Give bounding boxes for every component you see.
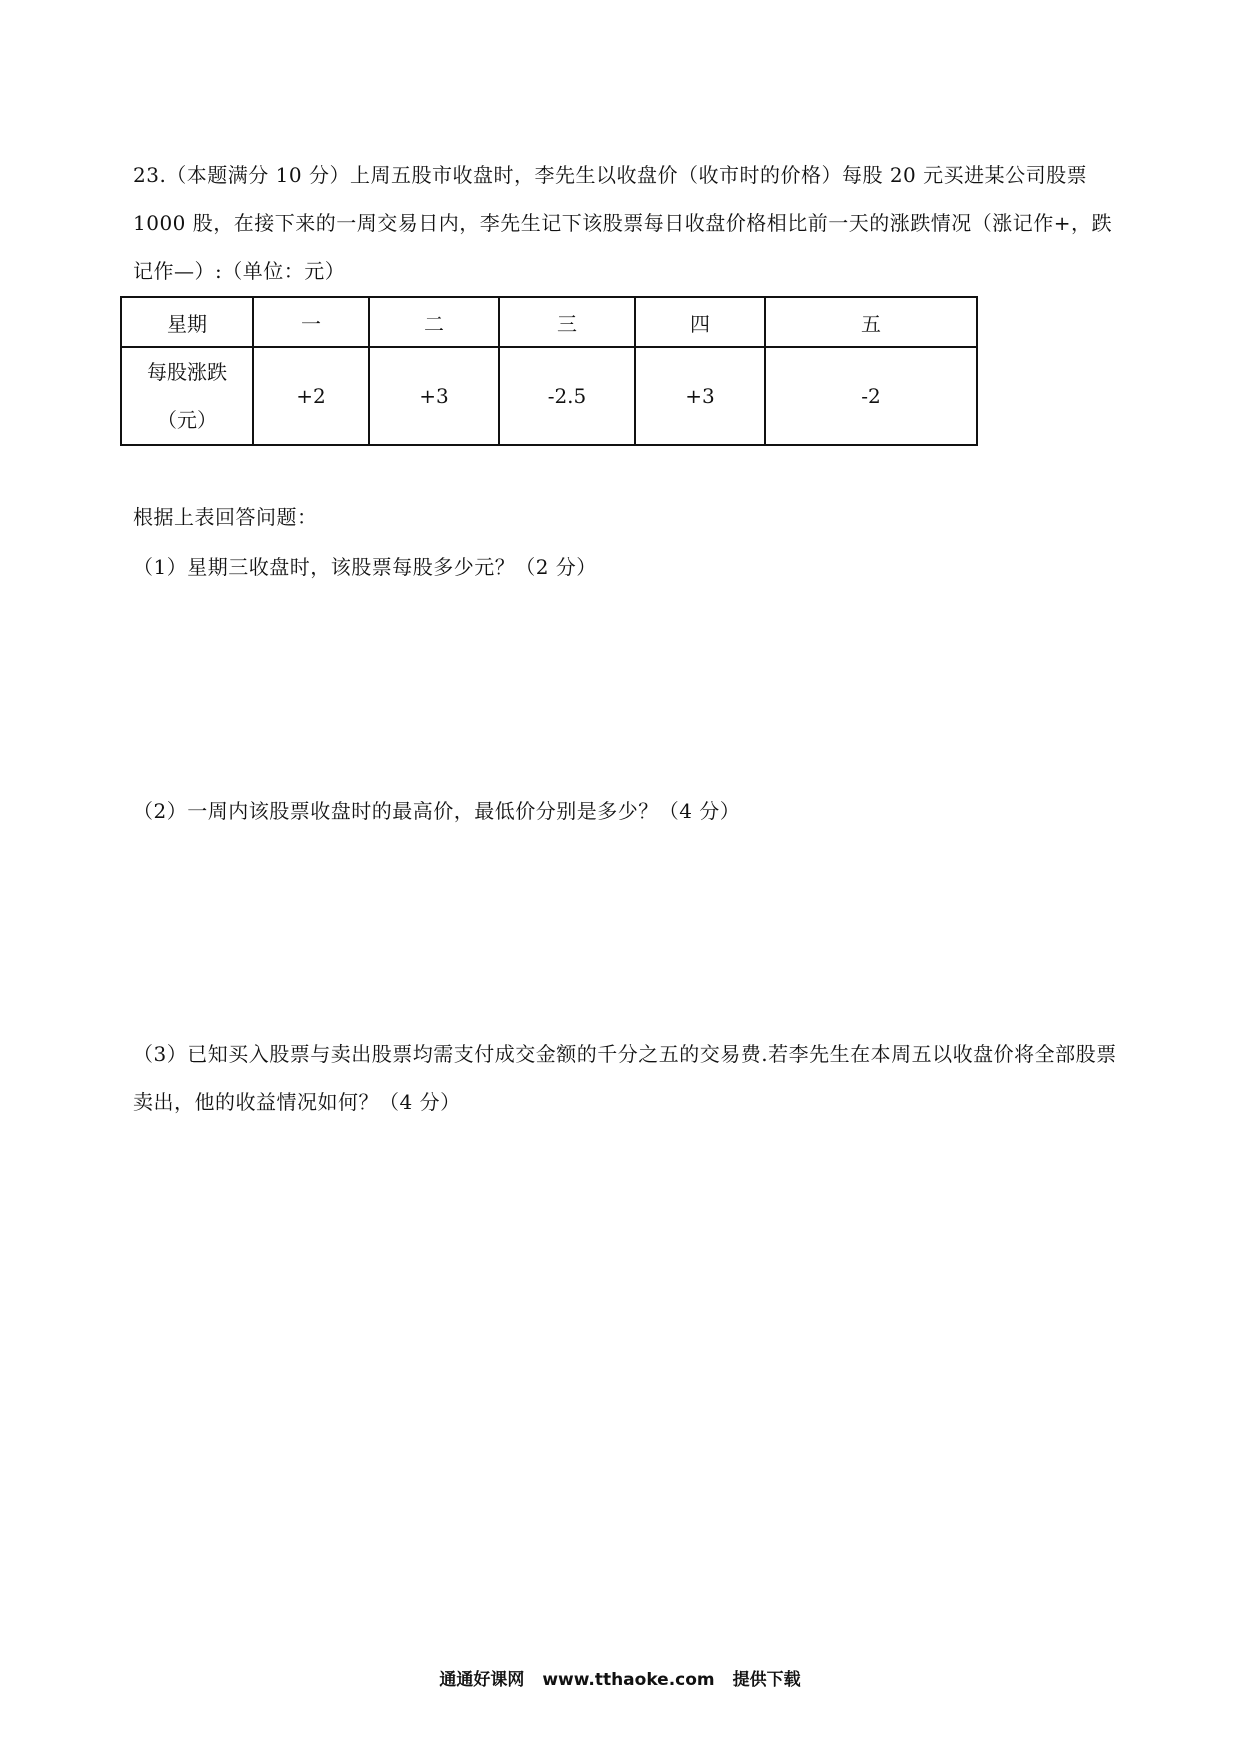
change-label-line2: （元）	[157, 408, 217, 432]
question-1: （1）星期三收盘时，该股票每股多少元？（2 分）	[133, 555, 597, 579]
change-cell-fri: -2	[765, 347, 977, 445]
table-values-row	[121, 347, 977, 445]
day-cell-fri: 五	[765, 297, 977, 347]
stock-change-table	[120, 296, 978, 446]
footer-note: 提供下载	[732, 1670, 801, 1690]
answer-instruction: 根据上表回答问题：	[133, 505, 318, 529]
change-label-line1: 每股涨跌	[147, 360, 227, 384]
change-cell-wed: -2.5	[499, 347, 635, 445]
day-cell-mon: 一	[253, 297, 369, 347]
change-label-cell	[121, 347, 253, 445]
weekday-header-cell: 星期	[121, 297, 253, 347]
day-cell-thu: 四	[635, 297, 765, 347]
footer-url: www.tthaoke.com	[542, 1670, 715, 1690]
question-3: （3）已知买入股票与卖出股票均需支付成交金额的千分之五的交易费.若李先生在本周五以收盘价将全部股票卖出，他的收益情况如何？（4 分）	[133, 1042, 1117, 1114]
problem-intro: 23.（本题满分 10 分）上周五股市收盘时，李先生以收盘价（收市时的价格）每股 20 元买进某公司股票 1000 股，在接下来的一周交易日内，李先生记下该股票每日收盘价格相比前一天的涨跌情况（涨记作+，跌记作—）:（单位：元）	[133, 163, 1113, 283]
day-cell-wed: 三	[499, 297, 635, 347]
table-header-row	[121, 297, 977, 347]
page-footer	[0, 1665, 1240, 1690]
question-2: （2）一周内该股票收盘时的最高价，最低价分别是多少？（4 分）	[133, 799, 741, 823]
day-cell-tue: 二	[369, 297, 499, 347]
footer-site-name: 通通好课网	[439, 1670, 525, 1690]
change-cell-tue: +3	[369, 347, 499, 445]
change-cell-mon: +2	[253, 347, 369, 445]
change-cell-thu: +3	[635, 347, 765, 445]
